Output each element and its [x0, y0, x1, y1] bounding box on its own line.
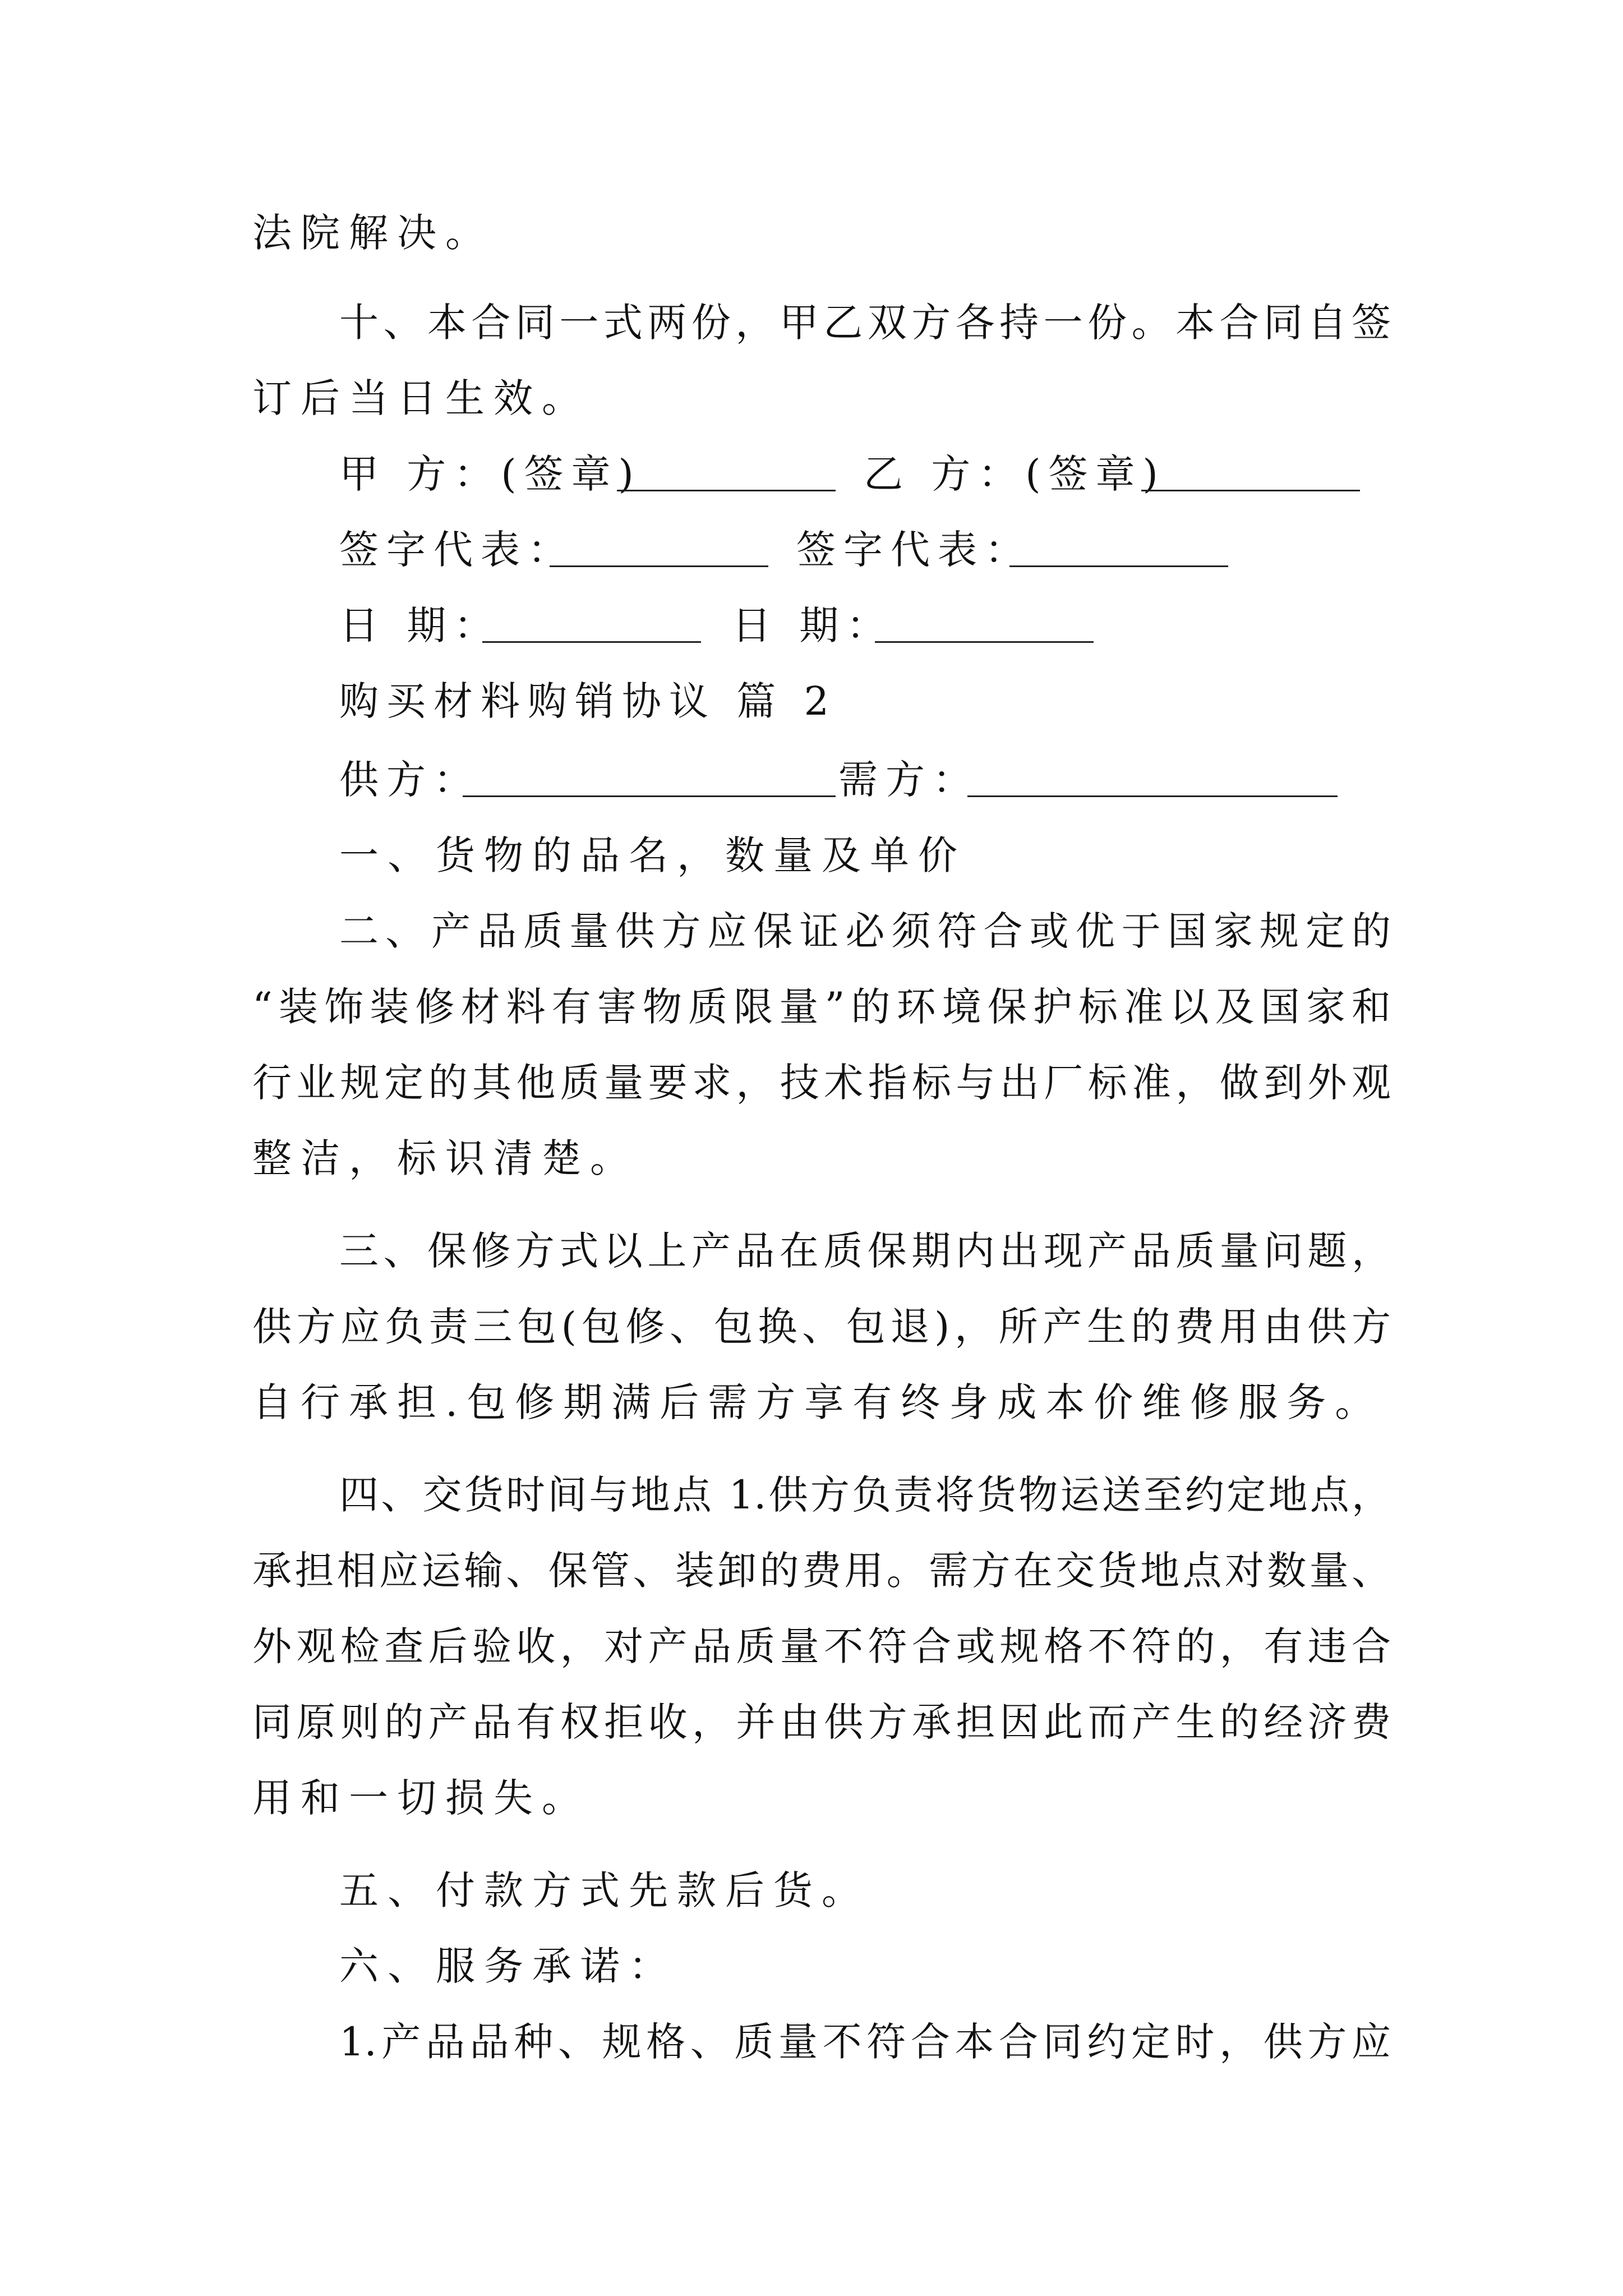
party-b-label: 乙 方：(签章) [864, 451, 1166, 497]
clause-line: 外观检查后验收，对产品质量不符合或规格不符的，有违合 [252, 1623, 1391, 1669]
clause-line: 供方应负责三包(包修、包换、包退)，所产生的费用由供方 [252, 1304, 1391, 1350]
clause-line: 1.产品品种、规格、质量不符合本合同约定时，供方应 [339, 2019, 1391, 2065]
paragraph-line: 法院解决。 [252, 210, 494, 256]
clause-line: 自行承担.包修期满后需方享有终身成本价维修服务。 [252, 1379, 1384, 1425]
party-a-rep-label: 签字代表： [339, 527, 575, 573]
clause-line: 行业规定的其他质量要求，技术指标与出厂标准，做到外观 [252, 1060, 1391, 1106]
clause-line: 整洁，标识清楚。 [252, 1135, 638, 1181]
party-b-date-label: 日 期： [732, 602, 894, 648]
party-b-signature-blank [1141, 490, 1360, 491]
party-a-date-label: 日 期： [339, 602, 501, 648]
supplier-label: 供方： [339, 757, 481, 803]
buyer-label: 需方： [838, 757, 980, 803]
supplier-blank [463, 795, 836, 797]
party-b-date-blank [875, 641, 1094, 643]
buyer-blank [967, 795, 1338, 797]
clause-line: 六、服务承诺： [339, 1943, 677, 1989]
paragraph-line: 订后当日生效。 [252, 375, 590, 421]
clause-line: 四、交货时间与地点 1.供方负责将货物运送至约定地点， [339, 1472, 1391, 1518]
party-a-signature-blank [617, 490, 836, 491]
party-b-rep-blank [1009, 565, 1228, 567]
clause-line: 同原则的产品有权拒收，并由供方承担因此而产生的经济费 [252, 1699, 1391, 1745]
clause-line: 一、货物的品名，数量及单价 [339, 832, 966, 878]
party-b-rep-label: 签字代表： [796, 527, 1032, 573]
clause-line: 三、保修方式以上产品在质保期内出现产品质量问题， [339, 1228, 1391, 1274]
clause-line: 承担相应运输、保管、装卸的费用。需方在交货地点对数量、 [252, 1548, 1391, 1594]
party-a-rep-blank [550, 565, 768, 567]
party-a-label: 甲 方：(签章) [339, 451, 642, 497]
clause-line: 五、付款方式先款后货。 [339, 1867, 870, 1913]
paragraph-line: 十、本合同一式两份，甲乙双方各持一份。本合同自签 [339, 300, 1391, 346]
clause-line: 二、产品质量供方应保证必须符合或优于国家规定的 [339, 908, 1391, 954]
section-title: 购买材料购销协议 篇 2 [339, 678, 837, 724]
clause-line: 用和一切损失。 [252, 1775, 590, 1821]
party-a-date-blank [482, 641, 701, 643]
clause-line: “装饰装修材料有害物质限量”的环境保护标准以及国家和 [252, 984, 1391, 1030]
